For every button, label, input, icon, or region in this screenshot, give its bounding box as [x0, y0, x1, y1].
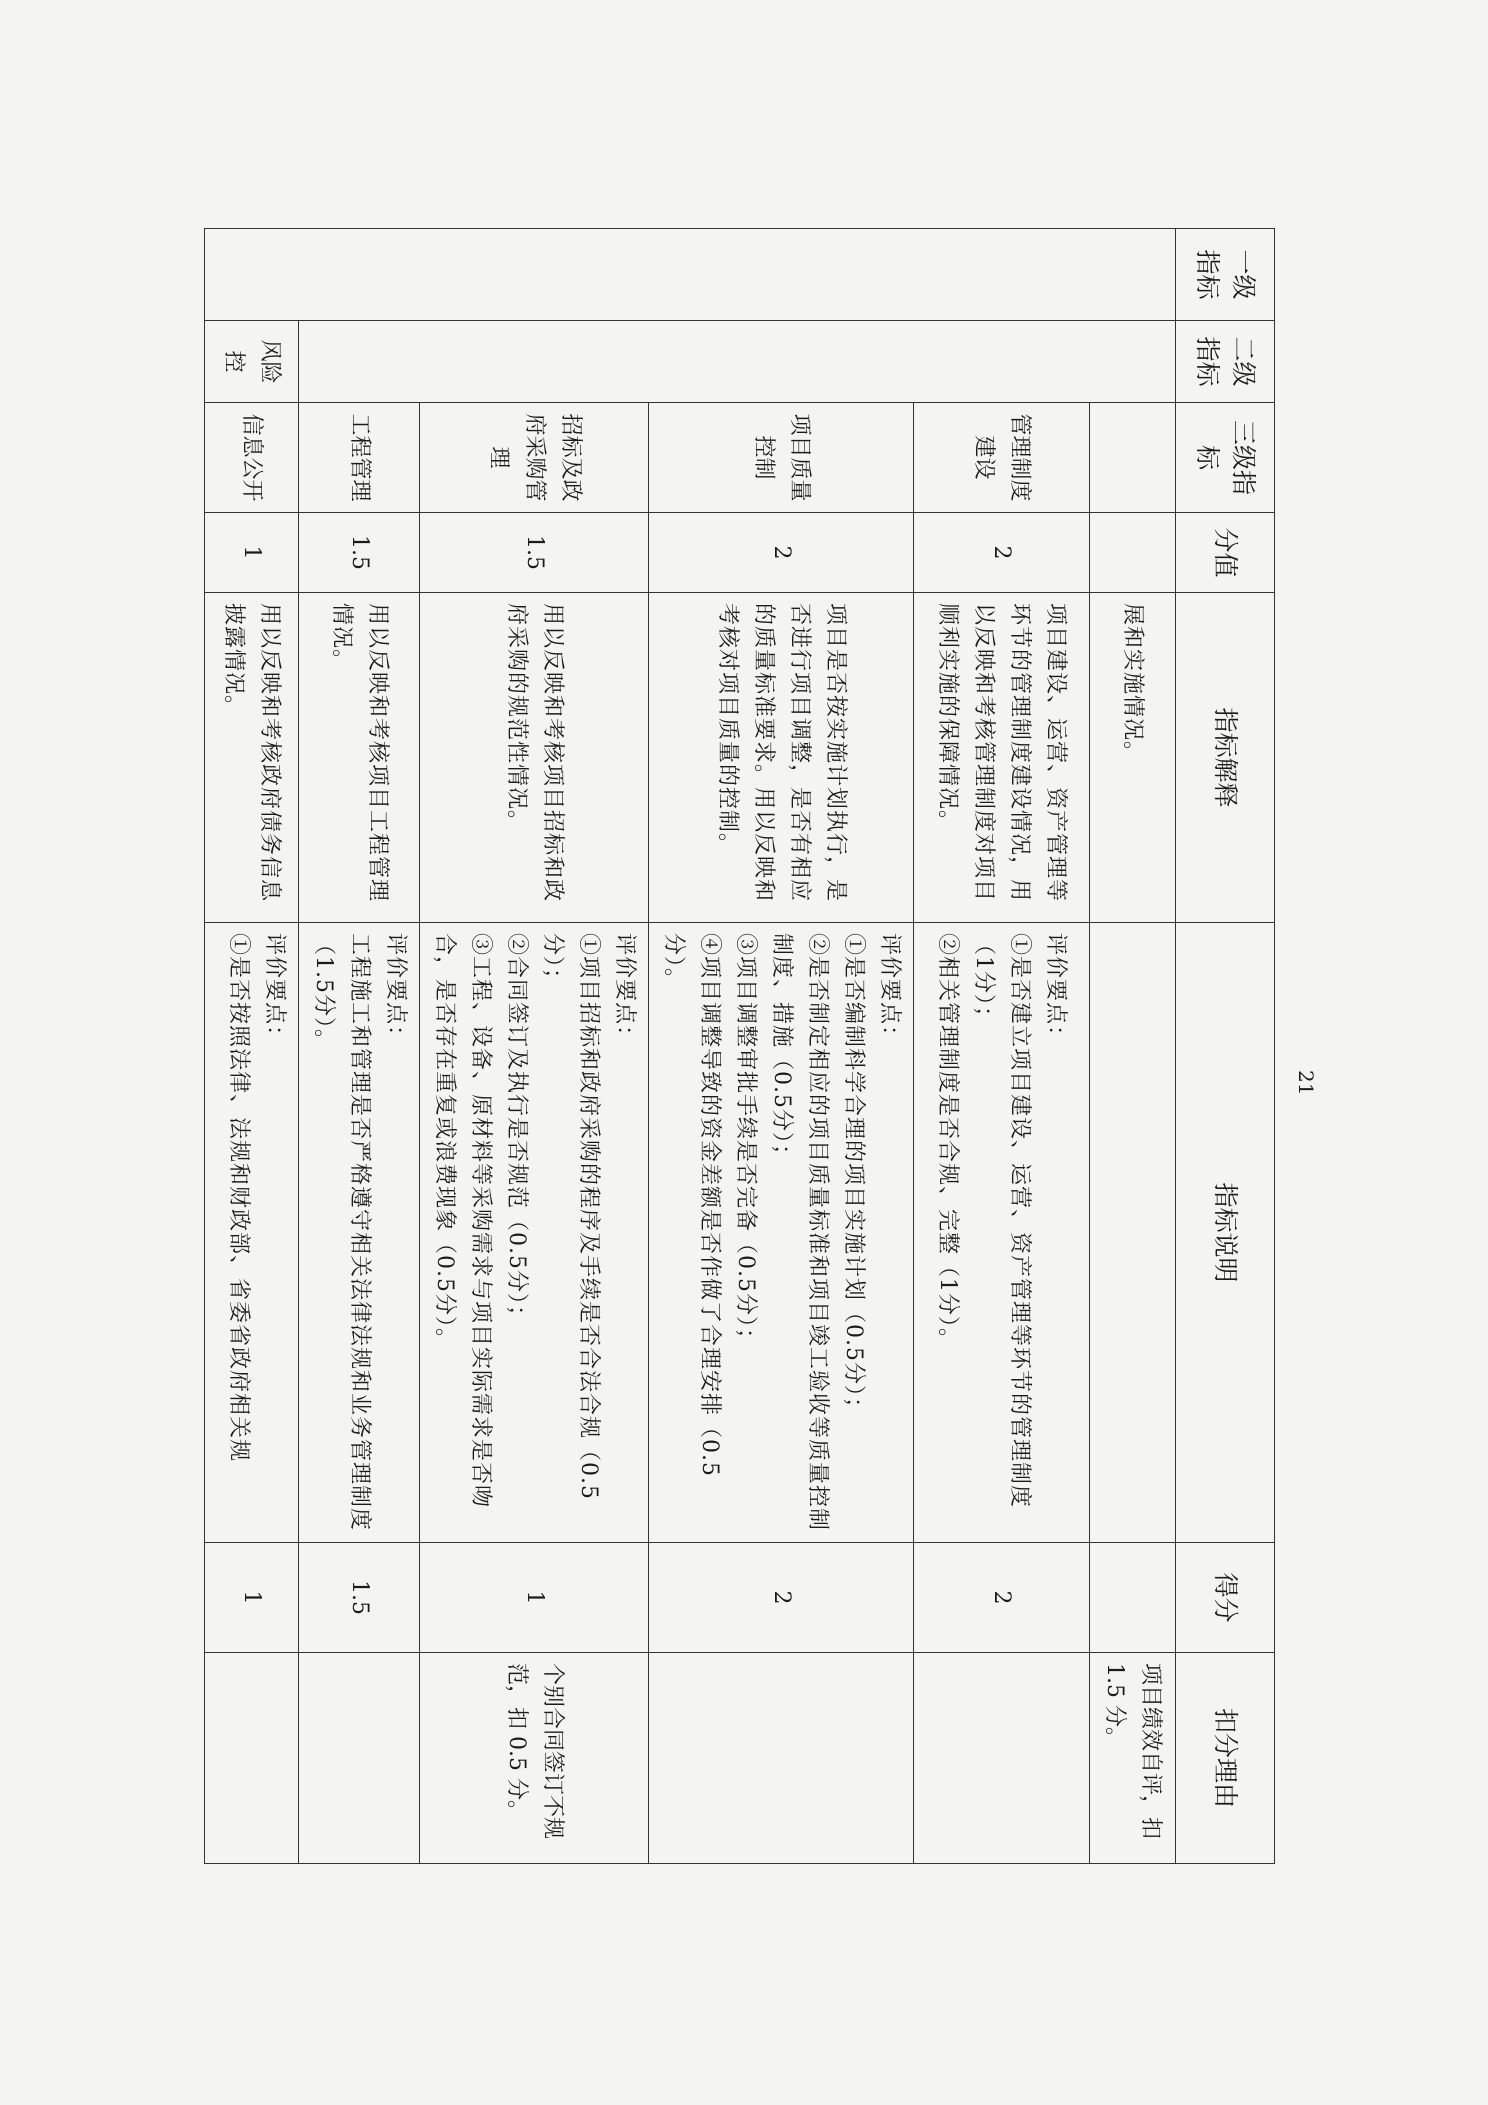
- explain-cell: 项目是否按实施计划执行，是否进行项目调整，是否有相应的质量标准要求。用以反映和考核对项目质量的控制。: [649, 593, 914, 923]
- desc-line: 工程施工和管理是否严格遵守相关法律法规和业务管理制度（1.5分）。: [311, 933, 372, 1532]
- explain-cell: 用以反映和考核项目招标和政府采购的规范性情况。: [420, 593, 649, 923]
- level3-cell: 工程管理: [299, 403, 420, 513]
- score-cell: [1090, 1543, 1176, 1653]
- level2-cell: 风险控: [205, 321, 299, 403]
- desc-line: ①是否编制科学合理的项目实施计划（0.5分）；: [841, 933, 866, 1420]
- weight-cell: 1.5: [299, 513, 420, 593]
- weight-cell: 1.5: [420, 513, 649, 593]
- score-cell: 1: [205, 1543, 299, 1653]
- reason-cell: [914, 1653, 1090, 1864]
- desc-line: ③工程、设备、原材料等采购需求与项目实际需求是否吻合，是否存在重复或浪费现象（0.5分）。: [432, 933, 493, 1509]
- desc-cell: [205, 923, 299, 1543]
- table-row: [1090, 229, 1176, 1864]
- reason-cell: [205, 1653, 299, 1864]
- explain-cell: 展和实施情况。: [1090, 593, 1176, 923]
- level3-cell: [1090, 403, 1176, 513]
- score-cell: 1.5: [299, 1543, 420, 1653]
- evaluation-table: [204, 228, 1275, 1864]
- desc-cell: [420, 923, 649, 1543]
- desc-line: 评价要点：: [612, 933, 637, 1049]
- desc-line: ②合同签订及执行是否规范（0.5分）；: [504, 933, 529, 1328]
- level1-cell: [205, 229, 1176, 321]
- header-explain: 指标解释: [1176, 593, 1275, 923]
- desc-line: ③项目调整审批手续是否完备（0.5分）；: [733, 933, 758, 1351]
- table-row: [914, 229, 1090, 1864]
- page-number: 21: [1294, 1070, 1318, 1096]
- table-row: [649, 229, 914, 1864]
- table-row: [299, 229, 420, 1864]
- level3-cell: 项目质量控制: [649, 403, 914, 513]
- weight-cell: 2: [649, 513, 914, 593]
- explain-cell: 用以反映和考核项目工程管理情况。: [299, 593, 420, 923]
- level3-cell: 信息公开: [205, 403, 299, 513]
- desc-line: ①项目招标和政府采购的程序及手续是否合法合规（0.5分）；: [540, 933, 601, 1500]
- reason-cell: [299, 1653, 420, 1864]
- page-sheet: [221, 228, 1275, 1863]
- explain-cell: 项目建设、运营、资产管理等环节的管理制度建设情况，用以反映和考核管理制度对项目顺利实施的保障情况。: [914, 593, 1090, 923]
- level3-cell: 管理制度建设: [914, 403, 1090, 513]
- header-desc: 指标说明: [1176, 923, 1275, 1543]
- desc-cell: [649, 923, 914, 1543]
- table-row: [420, 229, 649, 1864]
- desc-line: ②是否制定相应的项目质量标准和项目竣工验收等质量控制制度、措施（0.5分）；: [769, 933, 830, 1532]
- level3-cell: 招标及政府采购管理: [420, 403, 649, 513]
- score-cell: 2: [649, 1543, 914, 1653]
- weight-cell: 1: [205, 513, 299, 593]
- desc-line: 评价要点：: [383, 933, 408, 1049]
- rotated-table-wrapper: [221, 228, 1275, 1863]
- header-level2: 二级指标: [1176, 321, 1275, 403]
- reason-cell: 项目绩效自评，扣 1.5 分。: [1090, 1653, 1176, 1864]
- score-cell: 2: [914, 1543, 1090, 1653]
- desc-line: 评价要点：: [262, 933, 287, 1049]
- reason-cell: 个别合同签订不规范，扣 0.5 分。: [420, 1653, 649, 1864]
- reason-cell: [649, 1653, 914, 1864]
- header-level1: 一级指标: [1176, 229, 1275, 321]
- explain-cell: 用以反映和考核政府债务信息披露情况。: [205, 593, 299, 923]
- desc-line: ②相关管理制度是否合规、完整（1分）。: [935, 933, 961, 1351]
- header-row: [1176, 229, 1275, 1864]
- desc-cell: [1090, 923, 1176, 1543]
- desc-line: ①是否建立项目建设、运营、资产管理等环节的管理制度（1分）；: [971, 933, 1033, 1509]
- weight-cell: [1090, 513, 1176, 593]
- header-weight: 分值: [1176, 513, 1275, 593]
- header-reason: 扣分理由: [1176, 1653, 1275, 1864]
- weight-cell: 2: [914, 513, 1090, 593]
- desc-line: 评价要点：: [1043, 933, 1069, 1049]
- header-score: 得分: [1176, 1543, 1275, 1653]
- level2-cell: [299, 321, 1176, 403]
- score-cell: 1: [420, 1543, 649, 1653]
- desc-cell: [299, 923, 420, 1543]
- header-level3: 三级指标: [1176, 403, 1275, 513]
- desc-line: ①是否按照法律、法规和财政部、省委省政府相关规: [226, 933, 251, 1463]
- table-row: [205, 229, 299, 1864]
- desc-line: 评价要点：: [877, 933, 902, 1049]
- desc-line: ④项目调整导致的资金差额是否作做了合理安排（0.5分）。: [661, 933, 722, 1477]
- desc-cell: [914, 923, 1090, 1543]
